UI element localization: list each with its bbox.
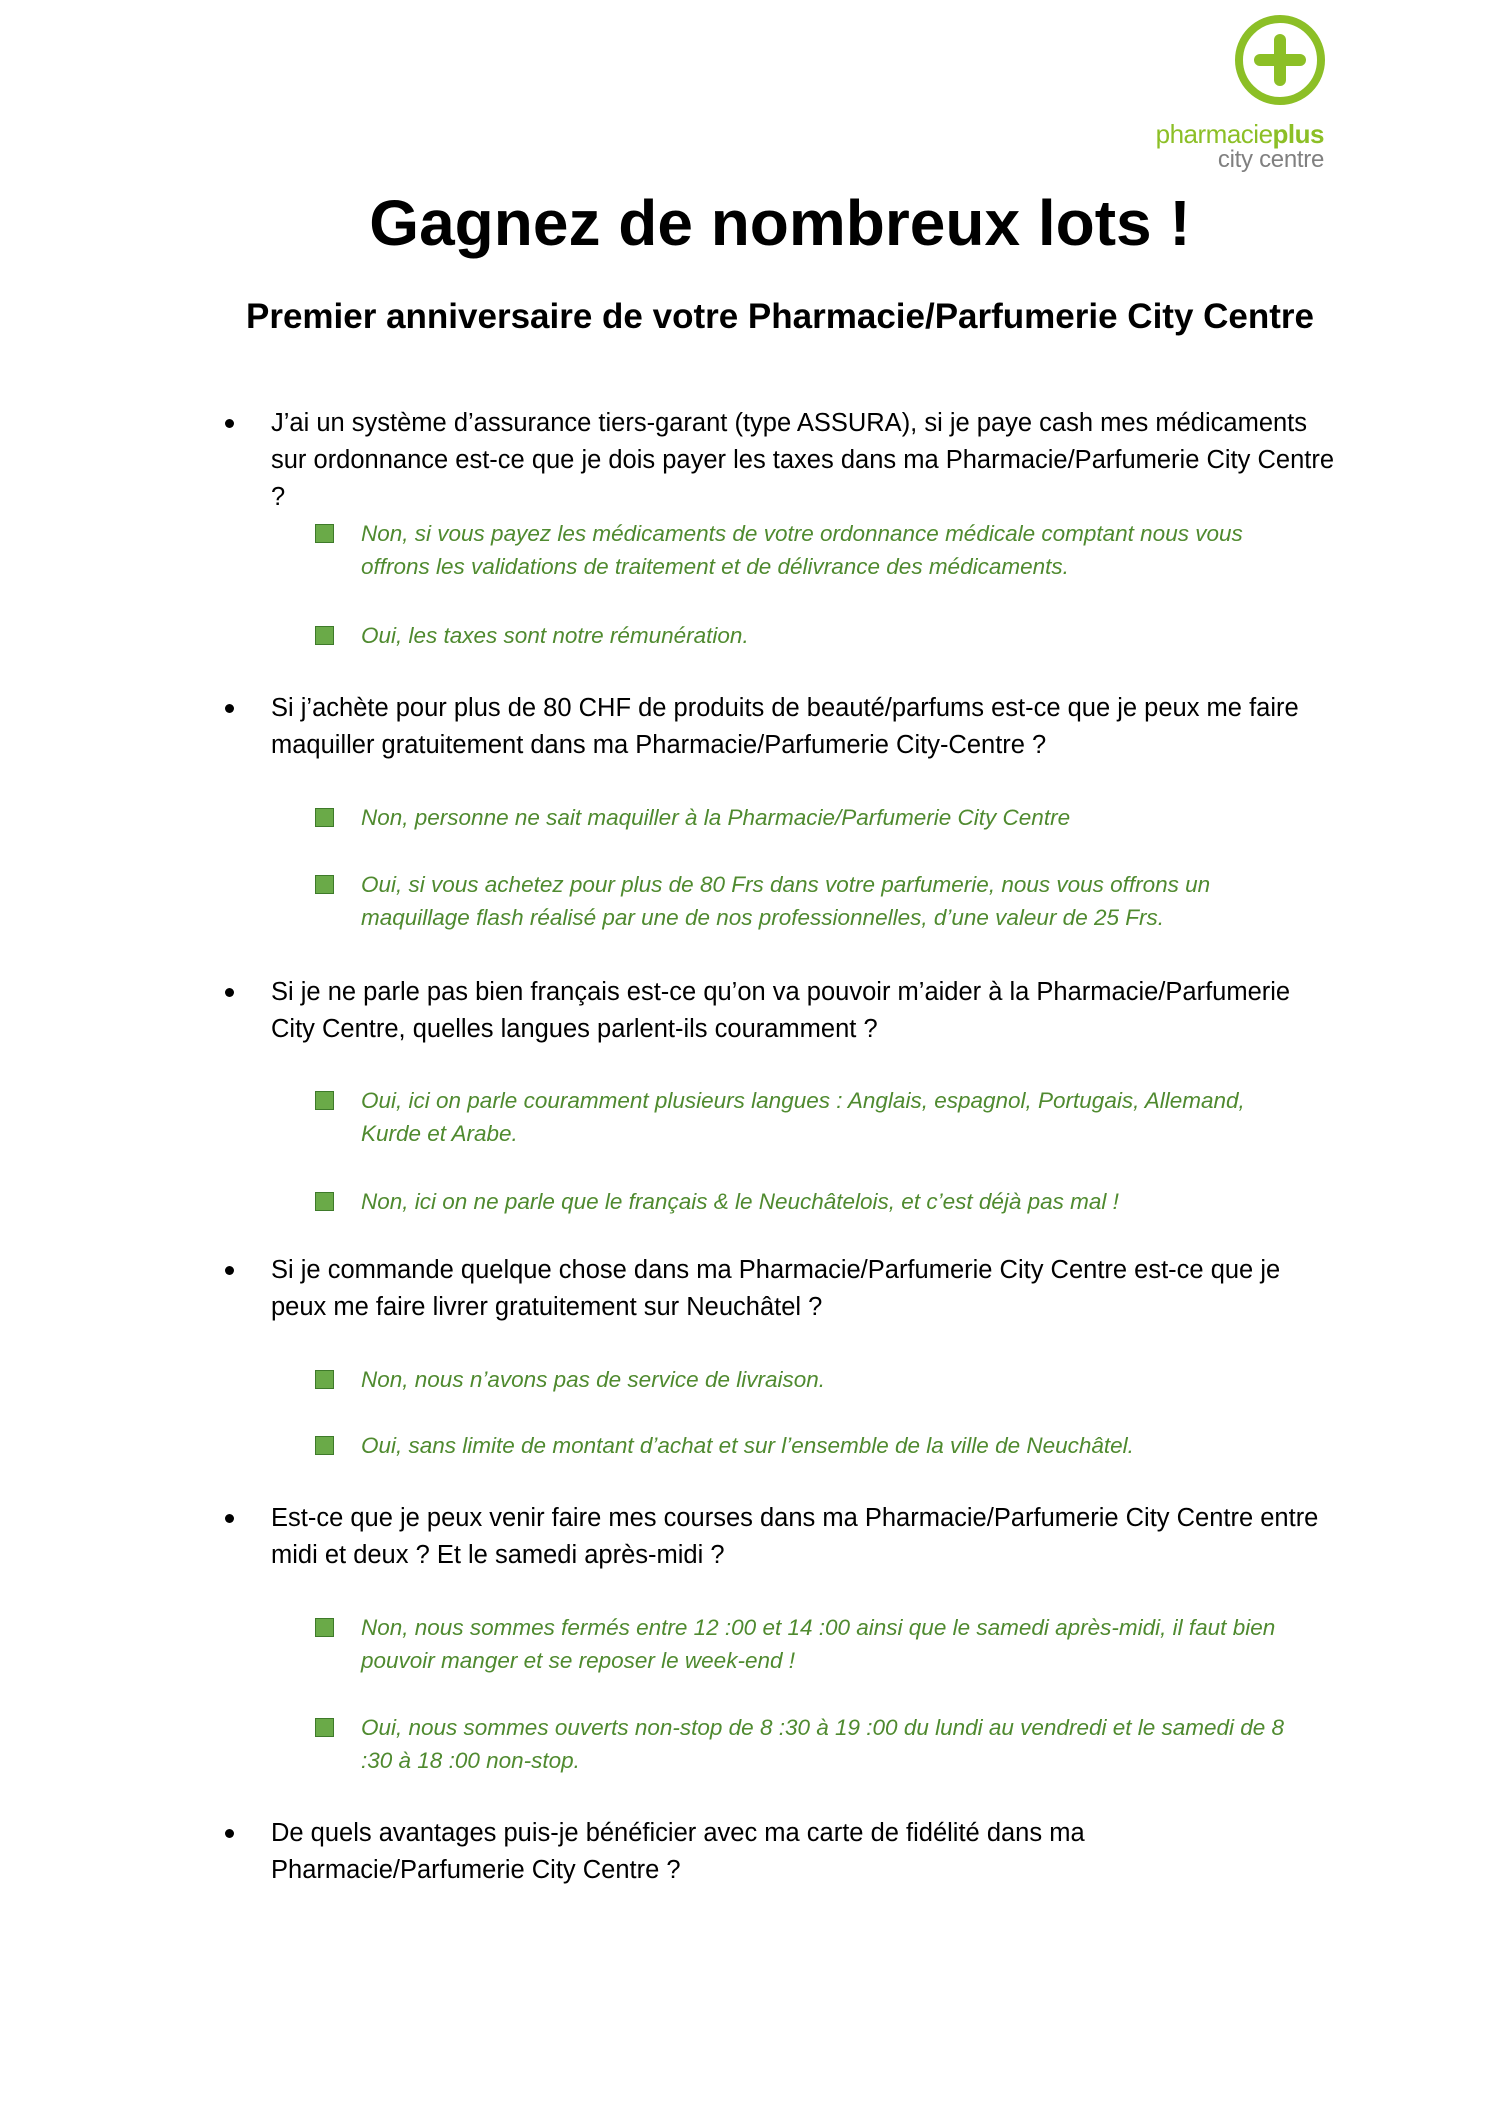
answer-checkbox[interactable] [315,1091,334,1110]
bullet [225,1829,234,1838]
answer-checkbox[interactable] [315,626,334,645]
answer-checkbox[interactable] [315,808,334,827]
page-subtitle: Premier anniversaire de votre Pharmacie/Parfumerie City Centre [246,297,1314,336]
answer-checkbox[interactable] [315,524,334,543]
answer-text: Non, nous sommes fermés entre 12 :00 et 14 :00 ainsi que le samedi après-midi, il faut bien pouvoir manger et se reposer le week-end ! [361,1615,1276,1673]
answer-text: Oui, nous sommes ouverts non-stop de 8 :30 à 19 :00 du lundi au vendredi et le samedi de 8 :30 à 18 :00 non-stop. [361,1715,1285,1773]
answer-text: Non, nous n’avons pas de service de livraison. [361,1367,826,1392]
answer-checkbox[interactable] [315,1192,334,1211]
plus-cross-icon [1234,14,1326,106]
answer-checkbox[interactable] [315,1718,334,1737]
answer-text: Oui, ici on parle couramment plusieurs langues : Anglais, espagnol, Portugais, Allemand, Kurde et Arabe. [361,1088,1245,1146]
bullet [225,1514,234,1523]
answer-checkbox[interactable] [315,1370,334,1389]
answer-checkbox[interactable] [315,1436,334,1455]
bullet [225,988,234,997]
question-text: J’ai un système d’assurance tiers-garant (type ASSURA), si je paye cash mes médicaments sur ordonnance est-ce que je dois payer les taxes dans ma Pharmacie/Parfumerie City Centre ? [271,409,1335,511]
question-text: De quels avantages puis-je bénéficier avec ma carte de fidélité dans ma Pharmacie/Parfumerie City Centre ? [271,1819,1085,1884]
page-title: Gagnez de nombreux lots ! [369,187,1191,259]
bullet [225,419,234,428]
logo-brand: pharmacieplus [1155,119,1324,149]
pharmacieplus-logo [1150,10,1340,173]
answer-text: Non, ici on ne parle que le français & le Neuchâtelois, et c’est déjà pas mal ! [361,1189,1119,1214]
answer-text: Non, si vous payez les médicaments de votre ordonnance médicale comptant nous vous offrons les validations de traitement et de délivrance des médicaments. [361,521,1243,579]
answer-checkbox[interactable] [315,875,334,894]
answer-text: Oui, sans limite de montant d’achat et sur l’ensemble de la ville de Neuchâtel. [361,1433,1134,1458]
question-text: Si je commande quelque chose dans ma Pharmacie/Parfumerie City Centre est-ce que je peux me faire livrer gratuitement sur Neuchâtel ? [271,1256,1281,1321]
answer-text: Oui, si vous achetez pour plus de 80 Frs dans votre parfumerie, nous vous offrons un maquillage flash réalisé par une de nos professionnelles, d’une valeur de 25 Frs. [361,872,1211,930]
question-text: Si je ne parle pas bien français est-ce qu’on va pouvoir m’aider à la Pharmacie/Parfumerie City Centre, quelles langues parlent-ils couramment ? [271,978,1291,1043]
question-text: Si j’achète pour plus de 80 CHF de produits de beauté/parfums est-ce que je peux me faire maquiller gratuitement dans ma Pharmacie/Parfumerie City-Centre ? [271,694,1299,759]
logo-location: city centre [1217,146,1324,173]
question-text: Est-ce que je peux venir faire mes courses dans ma Pharmacie/Parfumerie City Centre entre midi et deux ? Et le samedi après-midi ? [271,1504,1319,1569]
answer-text: Oui, les taxes sont notre rémunération. [361,623,749,648]
bullet [225,704,234,713]
answer-checkbox[interactable] [315,1618,334,1637]
answer-text: Non, personne ne sait maquiller à la Pharmacie/Parfumerie City Centre [361,805,1071,830]
bullet [225,1266,234,1275]
